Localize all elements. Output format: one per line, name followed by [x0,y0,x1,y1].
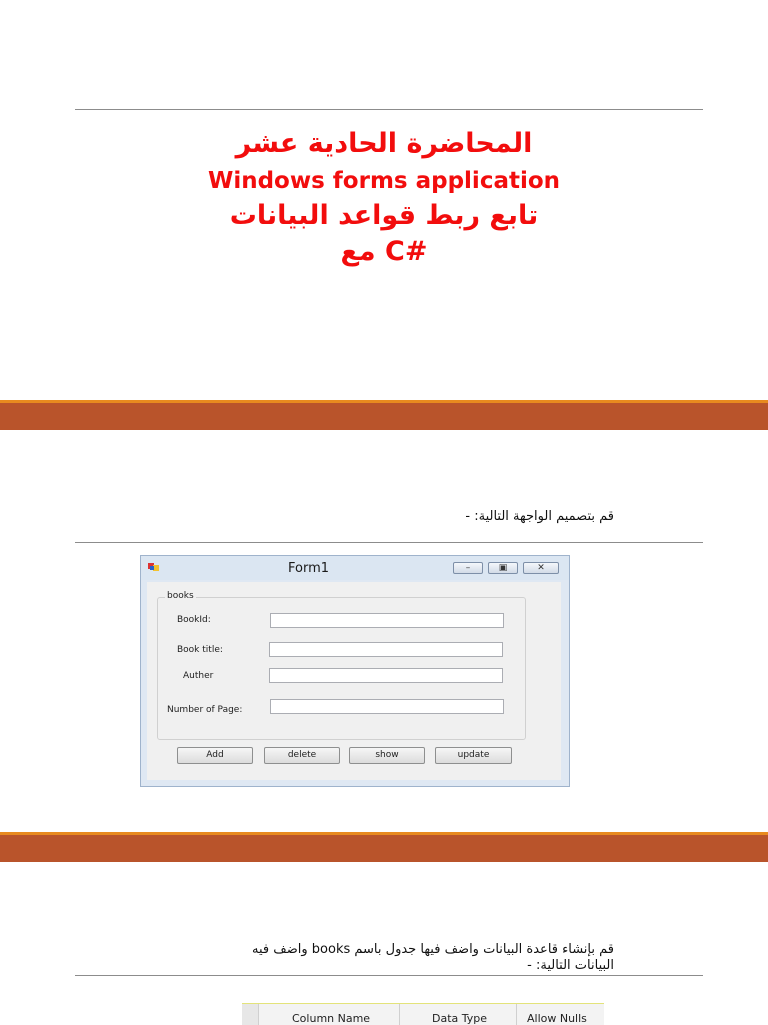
column-separator [516,1004,517,1025]
lecture-topic-language: مع C# [340,236,428,267]
lecture-topic: تابع ربط قواعد البيانات [229,200,539,231]
lecture-title: المحاضرة الحادية عشر [235,128,533,159]
instruction-design-interface: قم بتصميم الواجهة التالية: - [465,509,614,524]
allow-nulls-header: Allow Nulls [527,1012,587,1025]
bookid-input[interactable] [270,613,504,628]
divider-2 [75,542,703,543]
row-header-gutter [242,1004,259,1025]
book-title-input[interactable] [269,642,503,657]
minimize-icon[interactable]: – [453,562,483,574]
show-button[interactable]: show [349,747,425,764]
books-group-label: books [167,591,194,601]
number-of-page-label: Number of Page: [167,705,243,715]
delete-button[interactable]: delete [264,747,340,764]
column-separator [399,1004,400,1025]
top-divider [75,109,703,110]
form-window [140,555,570,787]
auther-input[interactable] [269,668,503,683]
form-client-area [147,582,561,780]
divider-3 [75,975,703,976]
form-titlebar [141,556,569,580]
update-button[interactable]: update [435,747,512,764]
form-title: Form1 [287,561,330,576]
column-name-header: Column Name [292,1012,371,1025]
auther-label: Auther [183,671,214,681]
instruction-create-database-line2: البيانات التالية: - [527,958,614,973]
table-designer [242,1003,604,1025]
section-band-2 [0,832,768,862]
instruction-create-database-line1: قم بإنشاء قاعدة البيانات واضف فيها جدول باسم books واضف فيه [252,942,614,957]
lecture-subtitle: Windows forms application [207,168,561,194]
close-icon[interactable]: ✕ [523,562,559,574]
section-band-1 [0,400,768,430]
maximize-icon[interactable]: ▣ [488,562,518,574]
bookid-label: BookId: [177,615,211,625]
book-title-label: Book title: [177,645,223,655]
number-of-page-input[interactable] [270,699,504,714]
add-button[interactable]: Add [177,747,253,764]
data-type-header: Data Type [432,1012,488,1025]
